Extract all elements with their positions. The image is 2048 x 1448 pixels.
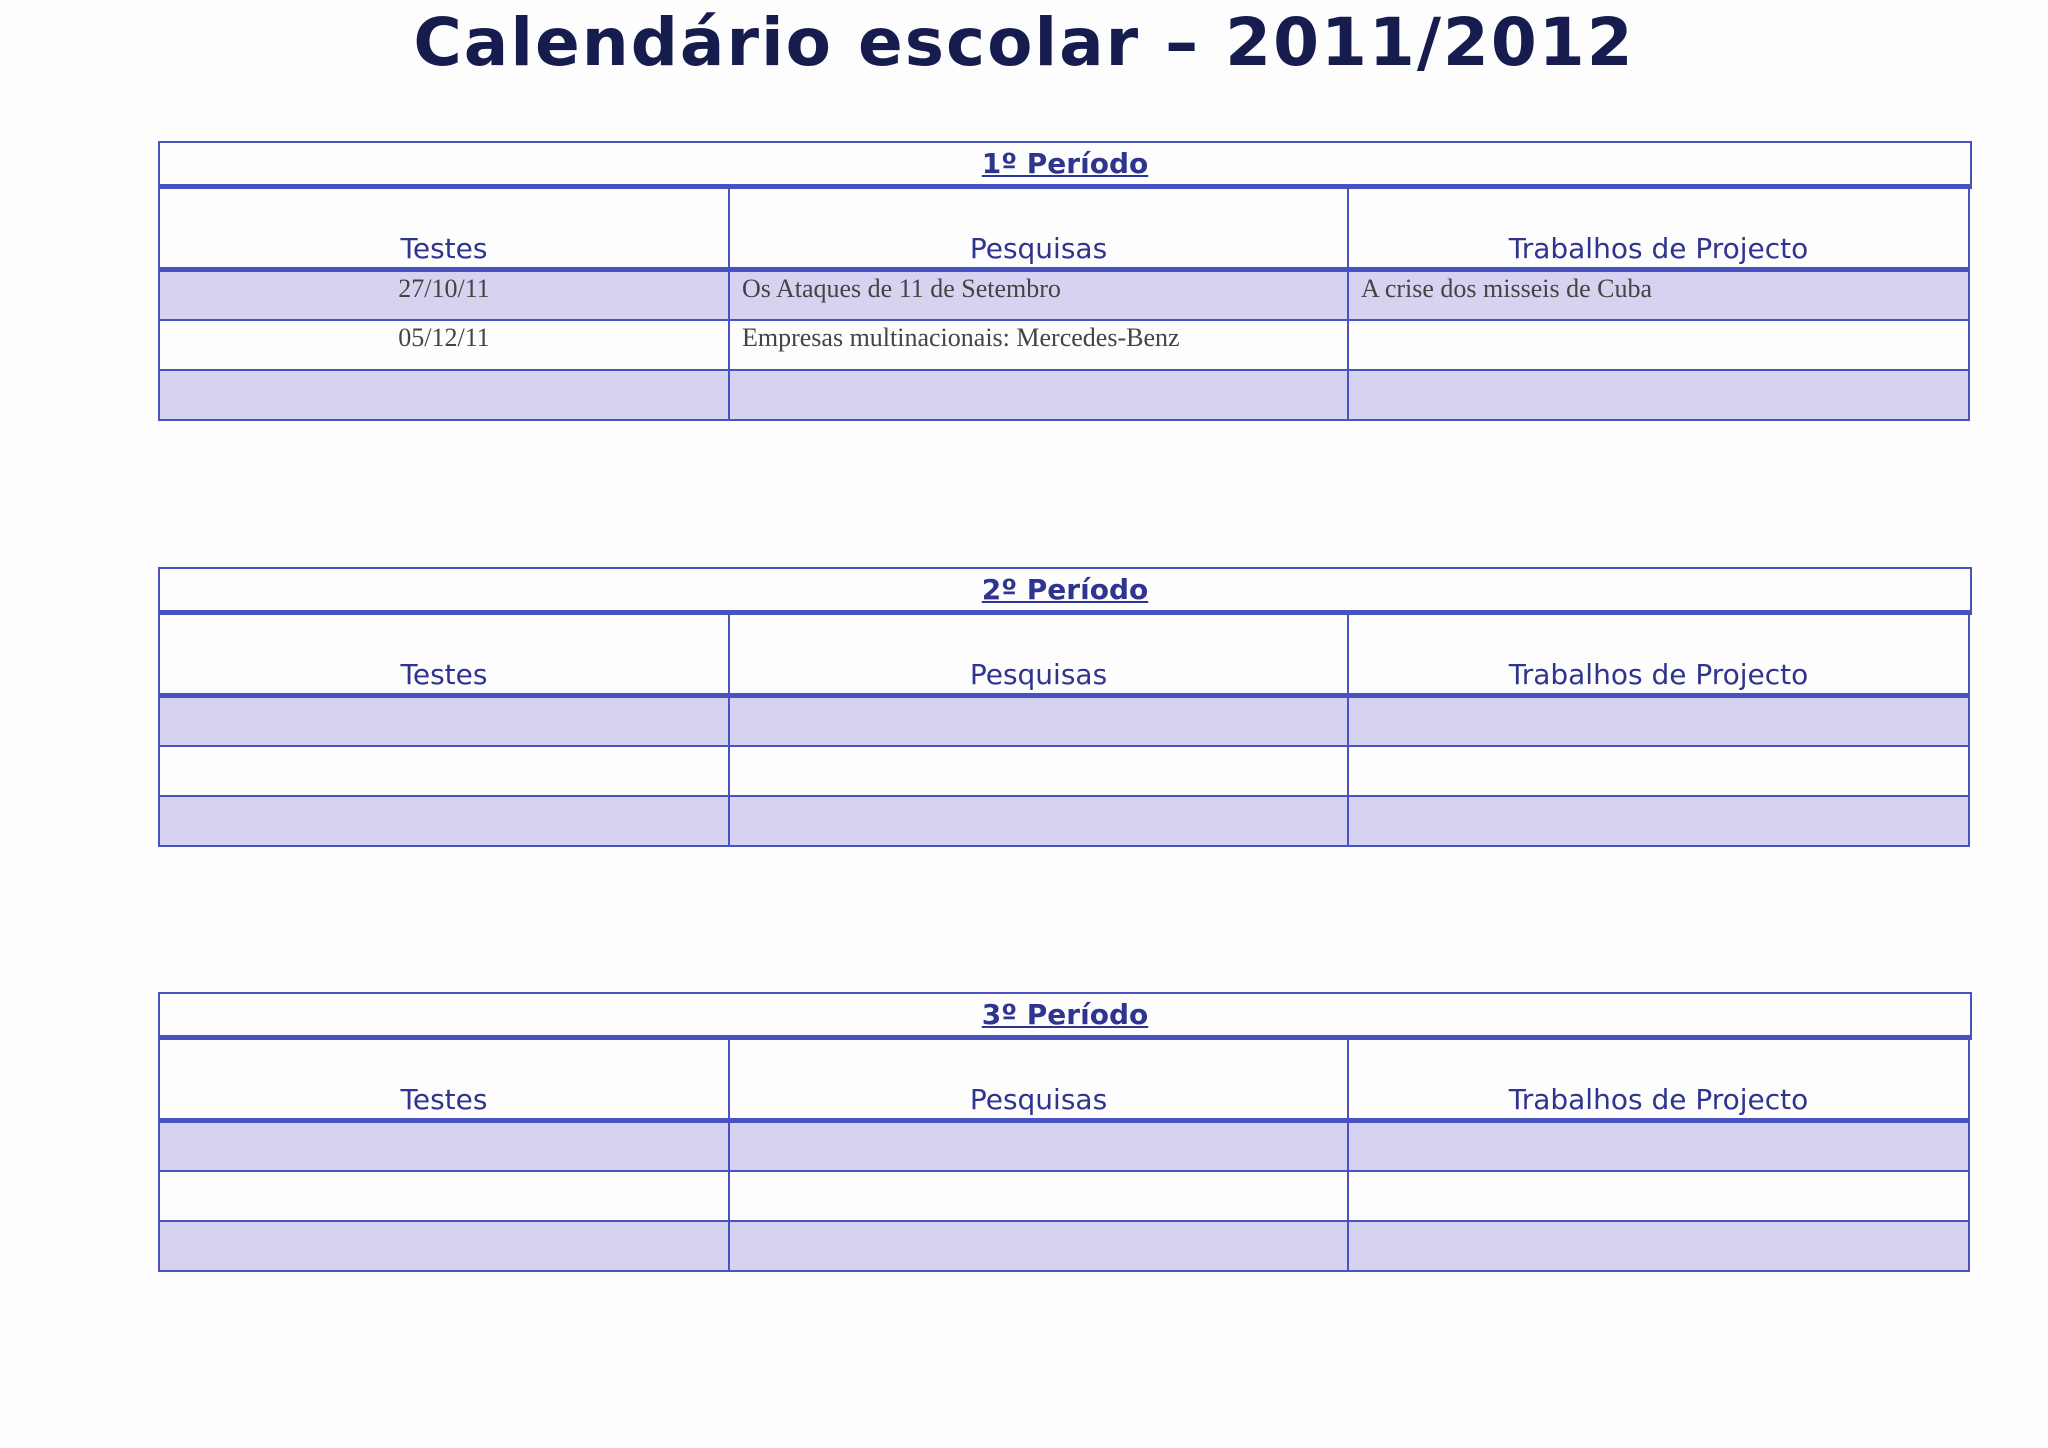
period-table [158,189,1970,421]
table-row [159,370,1969,420]
column-header-pesquisas: Pesquisas [729,1040,1348,1121]
research-cell [729,746,1348,796]
page-title: Calendário escolar – 2011/2012 [413,4,1635,81]
project-cell [1348,796,1969,846]
table-row [159,270,1969,320]
period-title: 1º Período [158,141,1972,184]
research-cell [729,370,1348,420]
period-3-section [158,992,1970,1272]
project-cell [1348,370,1969,420]
table-row [159,746,1969,796]
period-table [158,1040,1970,1272]
test-date-cell [159,696,729,746]
column-header-testes: Testes [159,615,729,696]
project-cell [1348,1121,1969,1171]
column-header-trabalhos: Trabalhos de Projecto [1348,1040,1969,1121]
test-date-cell [159,370,729,420]
table-row [159,320,1969,370]
table-row [159,1121,1969,1171]
research-cell [729,1121,1348,1171]
test-date-cell [159,1221,729,1271]
test-date-cell: 05/12/11 [159,320,729,370]
table-header-row [159,615,1969,696]
project-cell [1348,696,1969,746]
research-cell [729,796,1348,846]
table-header-row [159,1040,1969,1121]
test-date-cell [159,796,729,846]
period-1-section [158,141,1970,421]
research-cell: Empresas multinacionais: Mercedes-Benz [729,320,1348,370]
table-header-row [159,189,1969,270]
period-title: 2º Período [158,567,1972,610]
table-row [159,1171,1969,1221]
column-header-pesquisas: Pesquisas [729,615,1348,696]
column-header-testes: Testes [159,1040,729,1121]
project-cell [1348,746,1969,796]
research-cell [729,1221,1348,1271]
table-row [159,696,1969,746]
research-cell: Os Ataques de 11 de Setembro [729,270,1348,320]
research-cell [729,696,1348,746]
test-date-cell: 27/10/11 [159,270,729,320]
project-cell [1348,1171,1969,1221]
period-2-section [158,567,1970,847]
period-table [158,615,1970,847]
project-cell [1348,1221,1969,1271]
period-title: 3º Período [158,992,1972,1035]
project-cell [1348,320,1969,370]
column-header-trabalhos: Trabalhos de Projecto [1348,189,1969,270]
column-header-trabalhos: Trabalhos de Projecto [1348,615,1969,696]
table-row [159,796,1969,846]
test-date-cell [159,746,729,796]
research-cell [729,1171,1348,1221]
column-header-pesquisas: Pesquisas [729,189,1348,270]
test-date-cell [159,1171,729,1221]
column-header-testes: Testes [159,189,729,270]
table-row [159,1221,1969,1271]
test-date-cell [159,1121,729,1171]
project-cell: A crise dos misseis de Cuba [1348,270,1969,320]
